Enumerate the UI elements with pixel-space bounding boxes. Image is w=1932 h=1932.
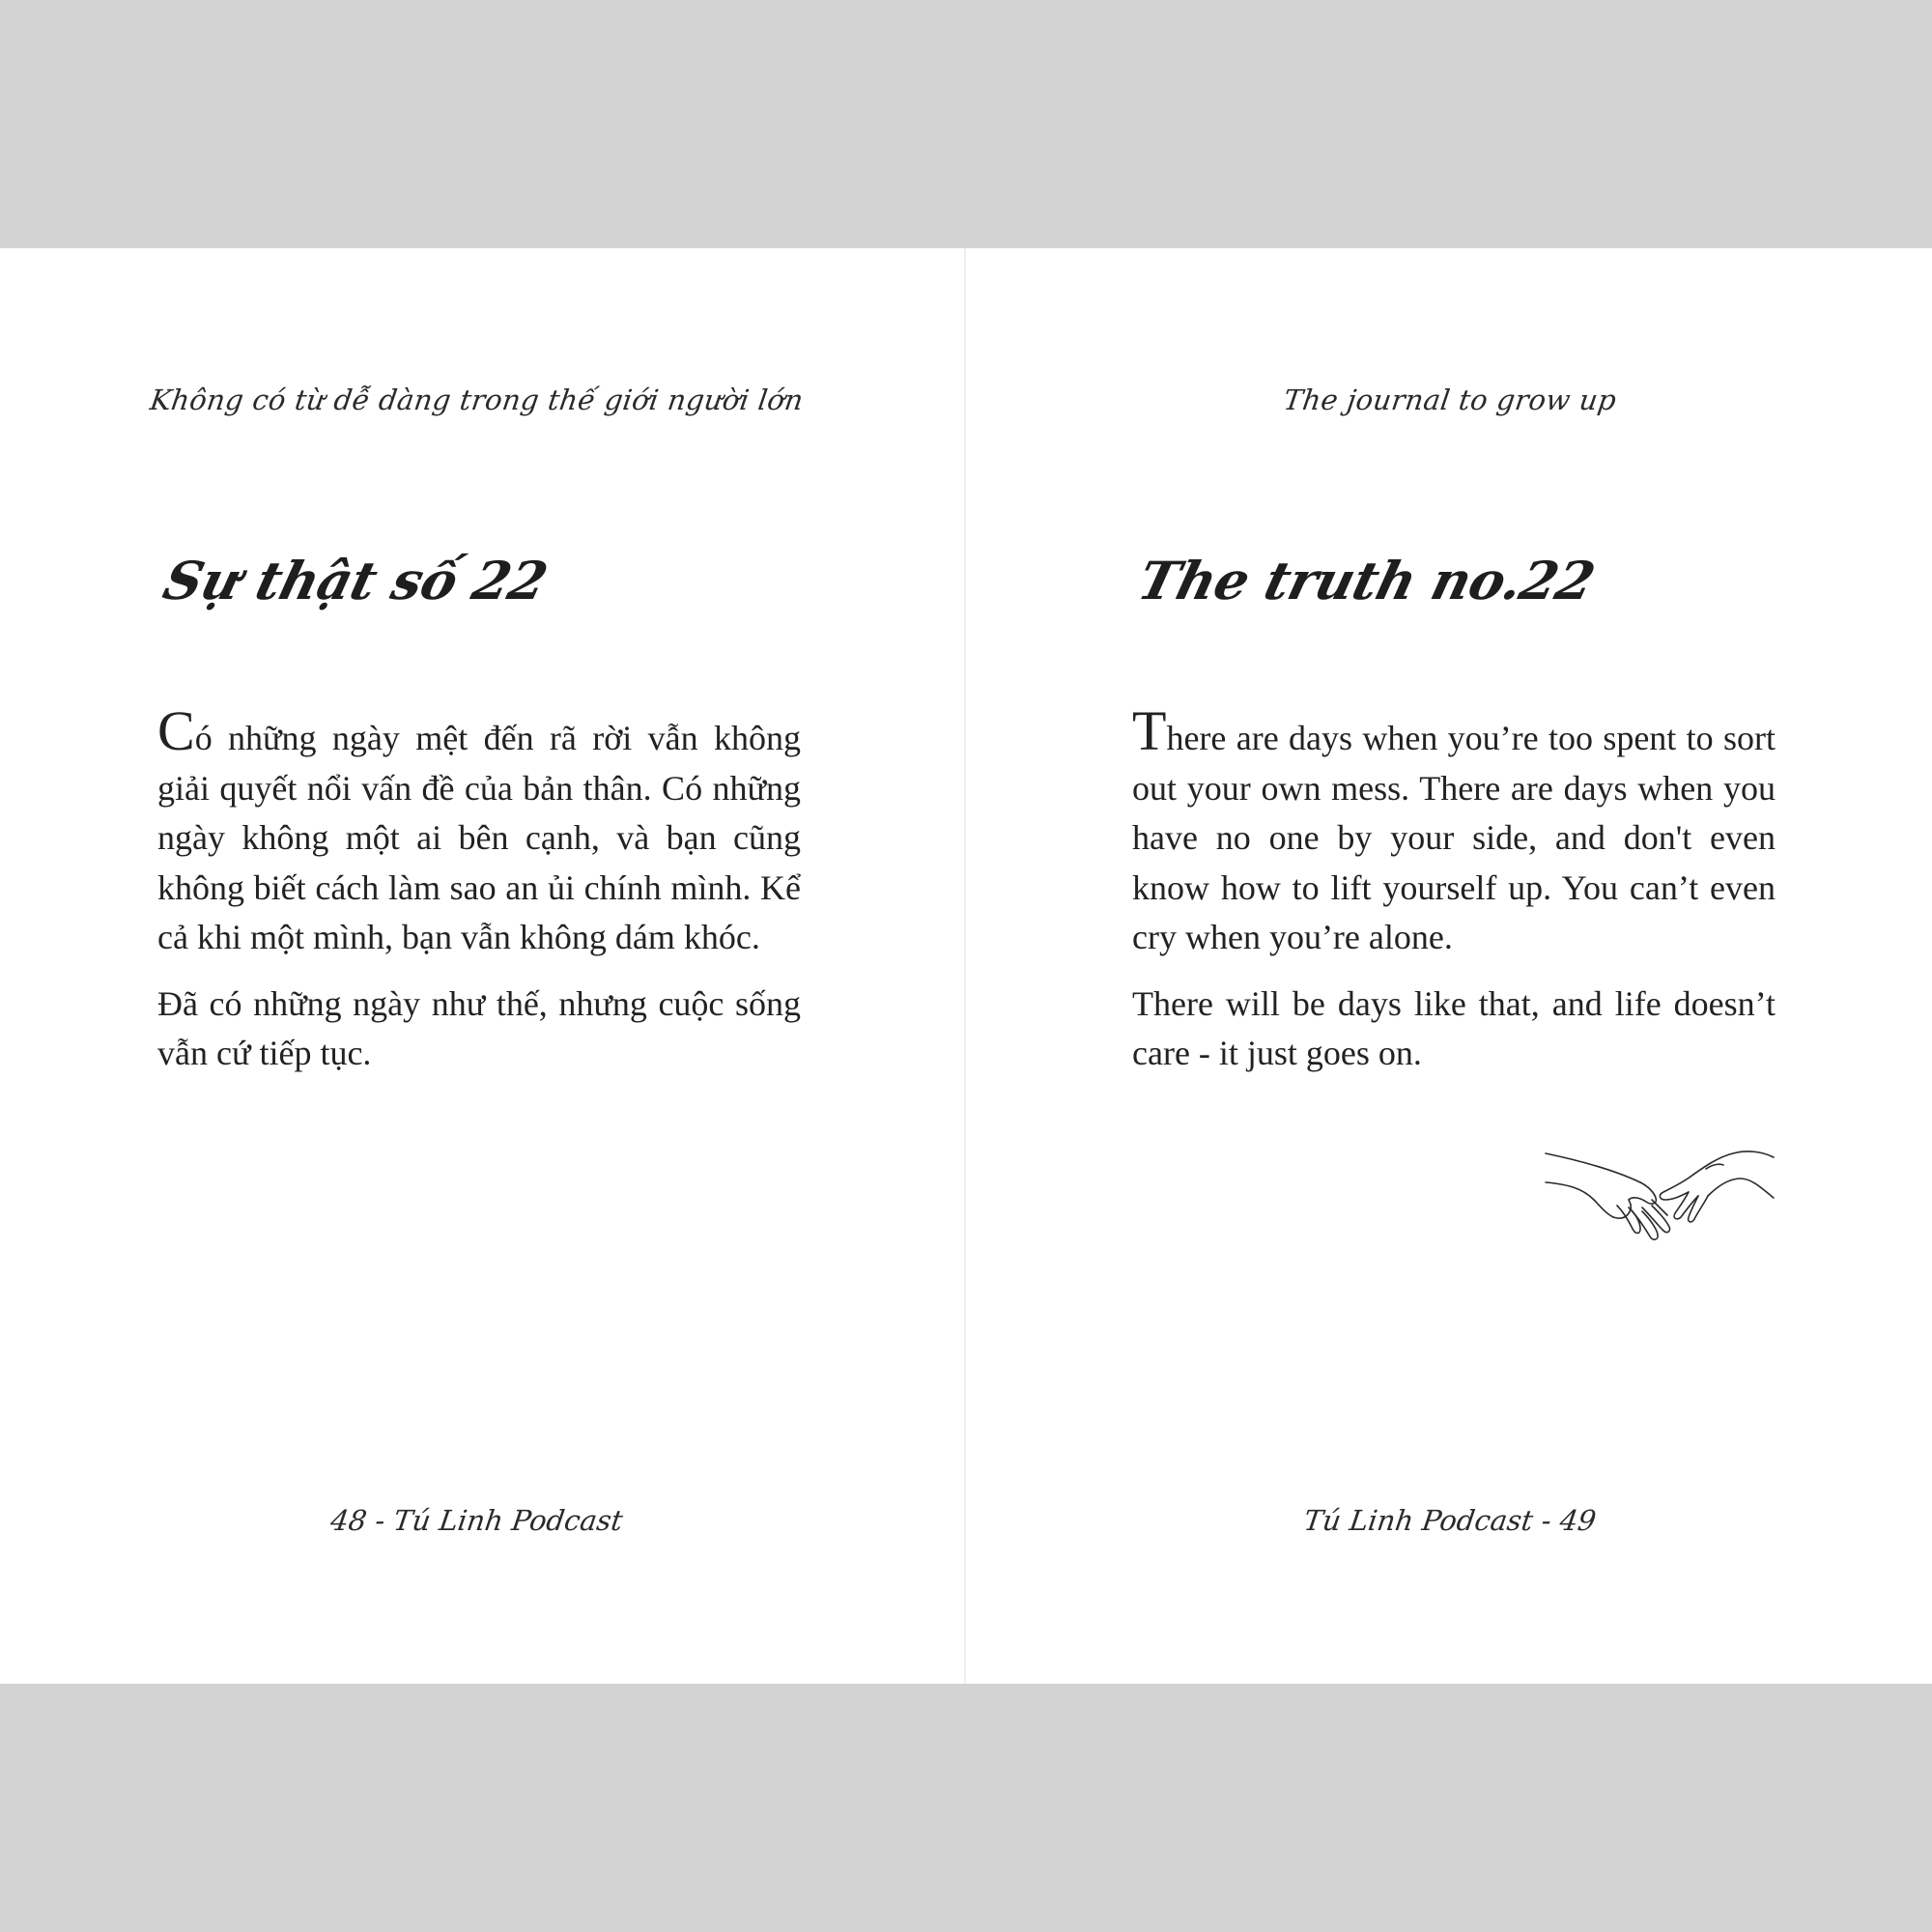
left-paragraph-1-text: ó những ngày mệt đến rã rời vẫn không giải quyết nổi vấn đề của bản thân. Có những ngày không một ai bên cạnh, và bạn cũng không biết cách làm sao an ủi chính mình. Kể cả khi một mình, bạn vẫn không dám khóc.	[157, 719, 801, 956]
hands-line-art-icon	[1544, 1150, 1776, 1242]
right-folio: Tú Linh Podcast - 49	[1301, 1504, 1599, 1537]
left-paragraph-2: Đã có những ngày như thế, nhưng cuộc sống vẫn cứ tiếp tục.	[157, 983, 801, 1072]
left-page	[0, 248, 965, 1684]
right-chapter-title: The truth no.22	[1132, 550, 1602, 611]
left-folio: 48 - Tú Linh Podcast	[328, 1504, 625, 1537]
right-paragraph-1-text: here are days when you’re too spent to sort out your own mess. There are days when you have no one by your side, and don't even know how to lift yourself up. You can’t even cry when you’re alone.	[1132, 719, 1776, 956]
right-page	[966, 248, 1932, 1684]
left-body-text	[157, 699, 801, 1095]
left-running-head: Không có từ dễ dàng trong thế giới người lớn	[148, 384, 806, 416]
right-paragraph-1	[1132, 699, 1776, 963]
right-paragraph-2: There will be days like that, and life doesn’t care - it just goes on.	[1132, 983, 1776, 1072]
left-paragraph-1	[157, 699, 801, 963]
right-running-head: The journal to grow up	[1281, 384, 1619, 416]
left-chapter-title: Sự thật số 22	[157, 550, 554, 611]
book-spread	[0, 248, 1932, 1684]
right-dropcap: T	[1132, 699, 1167, 762]
left-dropcap: C	[157, 699, 195, 762]
right-body-text	[1132, 699, 1776, 1095]
